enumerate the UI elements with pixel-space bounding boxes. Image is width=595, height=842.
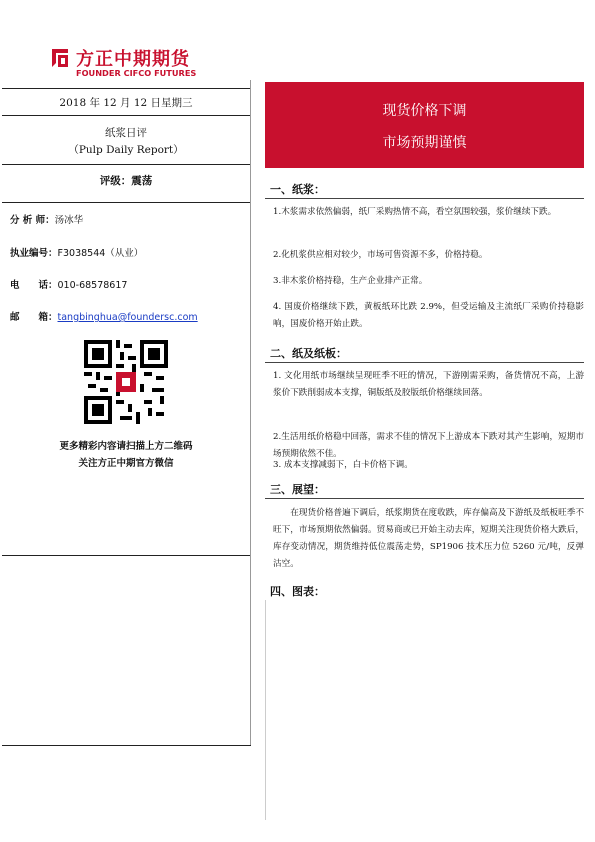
paper-paragraph-3: 3. 成本支撑减弱下，白卡价格下调。: [273, 460, 413, 470]
phone-label: 电 话：: [10, 280, 58, 291]
license-row: [10, 245, 143, 259]
outlook-paragraph: 在现货价格普遍下调后，纸浆期货在度收跌，库存偏高及下游纸及纸板旺季不旺下，市场预期依然偏弱。贸易商或已开始主动去库，短期关注现货价格大跌后，库存变动情况，期货维持低位震荡走势，SP1906 技术压力位 5260 元/吨，反弹沽空。: [273, 508, 584, 569]
qr-caption-2: 关注方正中期官方微信: [78, 458, 174, 469]
section-rule: [265, 198, 584, 199]
report-title-cn: 纸浆日评: [105, 127, 147, 139]
logo-cn-text: 方正中期期货: [76, 49, 190, 70]
license-label: 执业编号：: [10, 248, 58, 259]
email-label: 邮 箱：: [10, 312, 58, 323]
email-row: [10, 309, 198, 323]
phone-row: [10, 277, 127, 291]
report-title-en: （Pulp Daily Report）: [68, 144, 184, 156]
phone-number: 010-68578617: [57, 280, 128, 291]
paper-paragraph-2: 2.生活用纸价格稳中回落，需求不佳的情况下上游成本下跌对其产生影响，短期市场预期依然不佳。: [273, 432, 584, 459]
divider: [2, 555, 250, 556]
section-title-outlook: 三、展望：: [270, 483, 325, 496]
logo-en-text: FOUNDER CIFCO FUTURES: [76, 68, 197, 78]
analyst-row: [10, 212, 83, 226]
license-number: F3038544（从业）: [57, 248, 144, 259]
report-rating: 评级：震荡: [99, 175, 153, 187]
company-logo: [48, 47, 208, 81]
headline-banner: [265, 82, 584, 168]
paper-paragraph-1: 1. 文化用纸市场继续呈现旺季不旺的情况，下游刚需采购，备货情况不高，上游浆价下跌削弱成本支撑，铜版纸及胶版纸价格继续回落。: [273, 371, 584, 398]
analyst-name: 汤冰华: [54, 215, 84, 226]
divider: [2, 164, 250, 165]
logo-mark-icon: [48, 47, 70, 69]
divider: [2, 745, 251, 746]
analyst-label: 分 析 师：: [10, 215, 55, 226]
section-rule: [265, 498, 584, 499]
section-title-paper: 二、纸及纸板：: [270, 347, 347, 360]
section-title-charts: 四、图表：: [270, 585, 325, 598]
pulp-paragraph-2: 2.化机浆供应相对较少，市场可售资源不多，价格持稳。: [273, 250, 488, 260]
headline-line-1: 现货价格下调: [382, 103, 467, 119]
pulp-paragraph-3: 3.非木浆价格持稳，生产企业排产正常。: [273, 276, 428, 286]
right-margin-line: [265, 600, 266, 820]
column-divider: [250, 80, 251, 745]
pulp-paragraph-4: 4. 国废价格继续下跌，黄板纸环比跌 2.9%，但受运输及主流纸厂采购价持稳影响，国废价格开始止跌。: [273, 302, 584, 329]
qr-caption-1: 更多精彩内容请扫描上方二维码: [59, 441, 193, 452]
divider: [2, 202, 250, 203]
divider: [2, 88, 250, 89]
email-link[interactable]: tangbinghua@foundersc.com: [57, 312, 198, 323]
report-date: 2018 年 12 月 12 日星期三: [59, 97, 193, 109]
qr-code-icon[interactable]: [84, 340, 168, 424]
divider: [2, 115, 250, 116]
section-rule: [265, 362, 584, 363]
section-title-pulp: 一、纸浆：: [270, 183, 325, 196]
headline-line-2: 市场预期谨慎: [382, 135, 467, 151]
pulp-paragraph-1: 1.木浆需求依然偏弱，纸厂采购热情不高，看空氛围较强，浆价继续下跌。: [273, 207, 557, 217]
